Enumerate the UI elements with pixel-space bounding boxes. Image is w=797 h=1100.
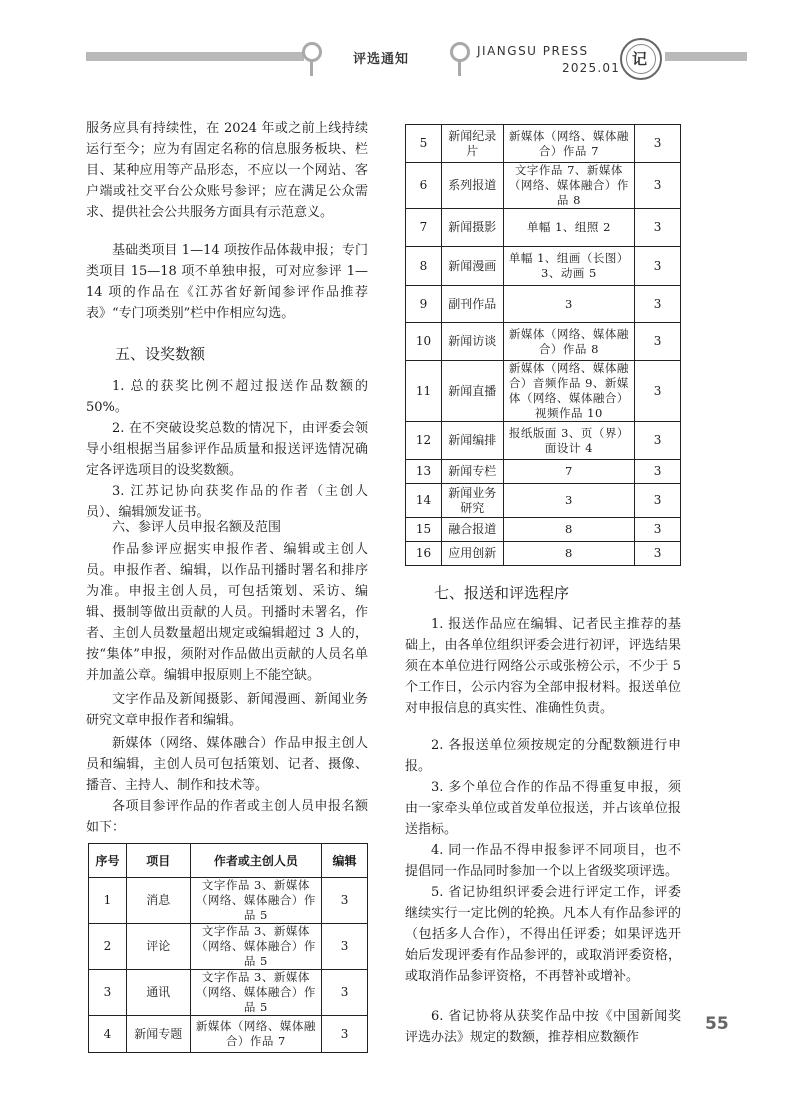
table-cell: 3 — [503, 484, 634, 518]
table-cell: 10 — [406, 323, 442, 361]
table-cell: 3 — [322, 924, 368, 970]
table-cell: 3 — [635, 286, 681, 323]
table-cell: 8 — [406, 247, 442, 286]
table-cell: 文字作品 3、新媒体（网络、媒体融合）作品 5 — [190, 878, 321, 924]
table-cell: 2 — [89, 924, 127, 970]
paragraph: 1. 总的获奖比例不超过报送作品数额的 50%。 — [86, 379, 368, 415]
journal-name: JIANGSU PRESS — [477, 44, 589, 58]
paragraph: 各项目参评作品的作者或主创人员申报名额如下： — [86, 799, 368, 835]
header-bar-right — [665, 52, 747, 61]
table-cell: 3 — [635, 125, 681, 163]
paragraph: 5. 省记协组织评委会进行评定工作，评委继续实行一定比例的轮换。凡本人有作品参评的（包括多人合作），不得出任评委；如果评选开始后发现评委有作品参评的，或取消评委资格，或取消作品参评资格，不再替补或增补。 — [405, 885, 681, 984]
table-cell: 新媒体（网络、媒体融合）音频作品 9、新媒体（网络、媒体融合）视频作品 10 — [503, 361, 634, 422]
table-cell: 新闻漫画 — [441, 247, 503, 286]
paragraph: 文字作品及新闻摄影、新闻漫画、新闻业务研究文章申报作者和编辑。 — [86, 692, 368, 728]
table-cell: 新闻纪录片 — [441, 125, 503, 163]
quota-table-right — [405, 124, 681, 566]
table-cell: 3 — [635, 323, 681, 361]
column-header: 项目 — [126, 844, 190, 878]
table-cell: 3 — [635, 542, 681, 566]
table-cell: 新媒体（网络、媒体融合）作品 8 — [503, 323, 634, 361]
table-cell: 6 — [406, 163, 442, 209]
paragraph: 新媒体（网络、媒体融合）作品申报主创人员和编辑，主创人员可包括策划、记者、摄像、播音、主持人、制作和技术等。 — [86, 736, 368, 793]
table-row — [406, 209, 681, 247]
table-cell: 3 — [635, 422, 681, 460]
table-cell: 新闻访谈 — [441, 323, 503, 361]
quota-table-left — [88, 843, 368, 1053]
table-cell: 3 — [635, 209, 681, 247]
section-heading: 六、参评人员申报名额及范围 — [112, 520, 282, 535]
table-cell: 评论 — [126, 924, 190, 970]
table-row — [406, 286, 681, 323]
table-row — [406, 518, 681, 542]
table-row — [89, 878, 368, 924]
table-cell: 13 — [406, 460, 442, 484]
table-cell: 3 — [635, 460, 681, 484]
table-row — [406, 125, 681, 163]
table-cell: 3 — [322, 1016, 368, 1053]
table-cell: 新媒体（网络、媒体融合）作品 7 — [190, 1016, 321, 1053]
page-number: 55 — [705, 1014, 729, 1034]
paragraph: 作品参评应据实申报作者、编辑或主创人员。申报作者、编辑，以作品刊播时署名和排序为准。申报主创人员，可包括策划、采访、编辑、摄制等做出贡献的人员。刊播时未署名，作者、主创人员数量超出规定或编辑超过 3 人的，按“集体”申报，须附对作品做出贡献的人员名单并加盖公章。编辑申报原则上不能空缺。 — [86, 542, 368, 683]
table-cell: 3 — [635, 361, 681, 422]
table-cell: 16 — [406, 542, 442, 566]
issue-number: 2025.01 — [562, 61, 621, 75]
table-cell: 文字作品 7、新媒体（网络、媒体融合）作品 8 — [503, 163, 634, 209]
paragraph: 2. 在不突破设奖总数的情况下，由评委会领导小组根据当届参评作品质量和报送评选情况确定各评选项目的设奖数额。 — [86, 421, 368, 478]
table-cell: 通讯 — [126, 970, 190, 1016]
table-cell: 3 — [635, 518, 681, 542]
table-cell: 1 — [89, 878, 127, 924]
table-row — [406, 247, 681, 286]
table-row — [406, 422, 681, 460]
table-cell: 文字作品 3、新媒体（网络、媒体融合）作品 5 — [190, 924, 321, 970]
table-cell: 新闻业务研究 — [441, 484, 503, 518]
table-cell: 系列报道 — [441, 163, 503, 209]
table-cell: 融合报道 — [441, 518, 503, 542]
table-cell: 8 — [503, 518, 634, 542]
section-heading: 七、报送和评选程序 — [434, 584, 570, 602]
header-bar-left — [86, 52, 304, 61]
table-row — [406, 323, 681, 361]
table-cell: 3 — [322, 970, 368, 1016]
table-cell: 4 — [89, 1016, 127, 1053]
table-cell: 3 — [635, 247, 681, 286]
table-cell: 消息 — [126, 878, 190, 924]
column-header: 编辑 — [322, 844, 368, 878]
table-cell: 11 — [406, 361, 442, 422]
table-cell: 新闻直播 — [441, 361, 503, 422]
table-cell: 文字作品 3、新媒体（网络、媒体融合）作品 5 — [190, 970, 321, 1016]
table-cell: 单幅 1、组照 2 — [503, 209, 634, 247]
paragraph: 4. 同一作品不得申报参评不同项目，也不提倡同一作品同时参加一个以上省级奖项评选。 — [405, 843, 681, 879]
table-cell: 14 — [406, 484, 442, 518]
paragraph: 3. 多个单位合作的作品不得重复申报，须由一家牵头单位或首发单位报送，并占该单位报送指标。 — [405, 780, 681, 837]
table-cell: 9 — [406, 286, 442, 323]
table-header-row — [89, 844, 368, 878]
table-cell: 新媒体（网络、媒体融合）作品 7 — [503, 125, 634, 163]
table-row — [89, 1016, 368, 1053]
pin-icon — [302, 42, 322, 62]
table-cell: 副刊作品 — [441, 286, 503, 323]
table-row — [406, 484, 681, 518]
table-cell: 15 — [406, 518, 442, 542]
paragraph: 基础类项目 1—14 项按作品体裁申报；专门类项目 15—18 项不单独申报，可对应参评 1—14 项的作品在《江苏省好新闻参评作品推荐表》“专门项类别”栏中作相应勾选。 — [86, 243, 368, 321]
table-row — [406, 361, 681, 422]
paragraph: 6. 省记协将从获奖作品中按《中国新闻奖评选办法》规定的数额，推荐相应数额作 — [405, 1009, 681, 1045]
table-cell: 12 — [406, 422, 442, 460]
paragraph: 2. 各报送单位须按规定的分配数额进行申报。 — [405, 738, 681, 774]
table-row — [89, 924, 368, 970]
table-row — [406, 163, 681, 209]
table-cell: 8 — [503, 542, 634, 566]
table-cell: 单幅 1、组画（长图）3、动画 5 — [503, 247, 634, 286]
table-row — [406, 542, 681, 566]
column-header: 序号 — [89, 844, 127, 878]
journal-logo-icon: 记 — [620, 38, 662, 80]
section-title: 评选通知 — [353, 52, 410, 67]
table-cell: 5 — [406, 125, 442, 163]
table-row — [406, 460, 681, 484]
table-cell: 报纸版面 3、页（界）面设计 4 — [503, 422, 634, 460]
table-cell: 7 — [406, 209, 442, 247]
paragraph: 1. 报送作品应在编辑、记者民主推荐的基础上，由各单位组织评委会进行初评，评选结果须在本单位进行网络公示或张榜公示，不少于 5 个工作日，公示内容为全部申报材料。报送单位对申报信息的真实性、准确性负责。 — [405, 617, 681, 716]
paragraph: 服务应具有持续性，在 2024 年或之前上线持续运行至今；应为有固定名称的信息服务板块、栏目、某种应用等产品形态，不应以一个网站、客户端或社交平台公众账号参评；应在满足公众需求、提供社会公共服务方面具有示范意义。 — [86, 121, 368, 220]
table-cell: 7 — [503, 460, 634, 484]
table-cell: 新闻摄影 — [441, 209, 503, 247]
table-cell: 3 — [322, 878, 368, 924]
table-cell: 新闻专题 — [126, 1016, 190, 1053]
pin-icon — [450, 42, 470, 62]
table-cell: 新闻编排 — [441, 422, 503, 460]
table-cell: 3 — [503, 286, 634, 323]
section-heading: 五、设奖数额 — [115, 345, 206, 363]
table-cell: 新闻专栏 — [441, 460, 503, 484]
table-row — [89, 970, 368, 1016]
table-cell: 3 — [89, 970, 127, 1016]
table-cell: 应用创新 — [441, 542, 503, 566]
table-cell: 3 — [635, 484, 681, 518]
paragraph: 3. 江苏记协向获奖作品的作者（主创人员）、编辑颁发证书。 — [86, 484, 368, 520]
table-cell: 3 — [635, 163, 681, 209]
column-header: 作者或主创人员 — [190, 844, 321, 878]
